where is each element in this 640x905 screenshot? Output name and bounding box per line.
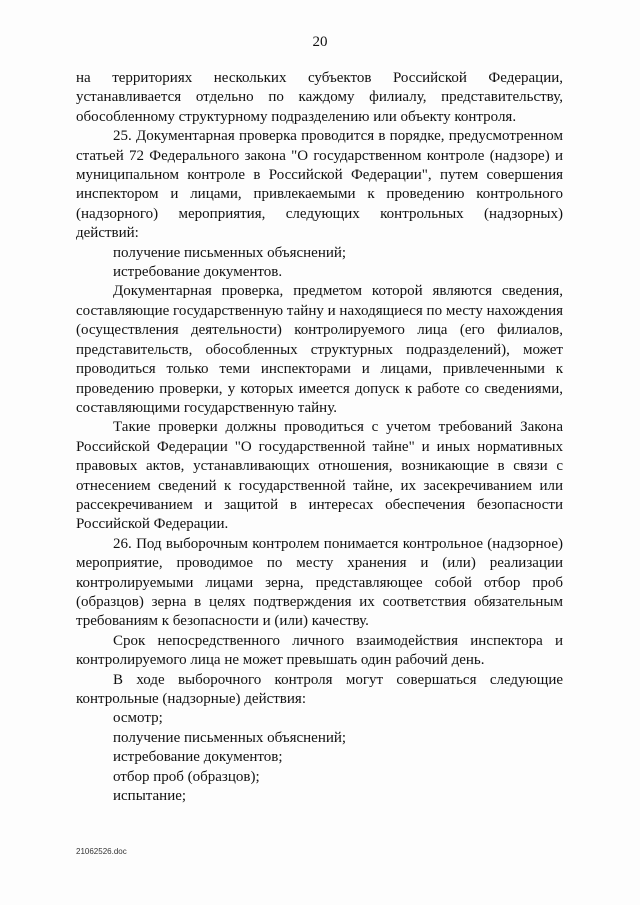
- list-item: отбор проб (образцов);: [113, 768, 260, 785]
- list-item: осмотр;: [113, 710, 163, 727]
- list-item: истребование документов.: [113, 264, 283, 281]
- paragraph-territories: на территориях нескольких субъектов Российской Федерации, устанавливается отдельно по каждому филиалу, представительству, обособленному структурному подразделению или объекту контроля.: [76, 70, 563, 125]
- paragraph-clause-25: 25. Документарная проверка проводится в порядке, предусмотренном статьей 72 Федерального закона "О государственном контроле (надзоре) и муниципальном контроле в Российской Федерации", путем совершения инспектором и лицами, привлекаемыми к проведению контрольного (надзорного) мероприятия, следующих контрольных (надзорных) действий:: [76, 128, 563, 242]
- paragraph-state-secret-law: Такие проверки должны проводиться с учетом требований Закона Российской Федерации "О государственной тайне" и иных нормативных правовых актов, устанавливающих отношения, возникающие в связи с отнесением сведений к государственной тайне, их засекречиванием или рассекречиванием и защитой в интересах обеспечения безопасности Российской Федерации.: [76, 419, 563, 533]
- paragraph-clause-26: 26. Под выборочным контролем понимается контрольное (надзорное) мероприятие, проводимое по месту хранения и (или) реализации контролируемыми лицами зерна, представляющее собой отбор проб (образцов) зерна в целях подтверждения их соответствия обязательным требованиям к безопасности и (или) качеству.: [76, 535, 563, 630]
- document-code: 21062526.doc: [76, 847, 127, 856]
- paragraph-selective-actions: В ходе выборочного контроля могут совершаться следующие контрольные (надзорные) действия:: [76, 671, 563, 707]
- paragraph-interaction-term: Срок непосредственного личного взаимодействия инспектора и контролируемого лица не может превышать один рабочий день.: [76, 632, 563, 669]
- list-item: испытание;: [113, 788, 187, 805]
- paragraph-state-secret-check: Документарная проверка, предметом которой являются сведения, составляющие государственную тайну и находящиеся по месту нахождения (осуществления деятельности) контролируемого лица (его филиалов, представительств, обособленных структурных подразделений), может проводиться только теми инспекторами и лицами, привлеченными к проведению проверки, у которых имеется допуск к работе со сведениями, составляющими государственную тайну.: [76, 283, 563, 416]
- list-item: истребование документов;: [113, 749, 283, 766]
- page-number: 20: [312, 34, 328, 50]
- list-item: получение письменных объяснений;: [113, 244, 347, 261]
- list-item: получение письменных объяснений;: [113, 729, 347, 746]
- document-body: [76, 69, 563, 806]
